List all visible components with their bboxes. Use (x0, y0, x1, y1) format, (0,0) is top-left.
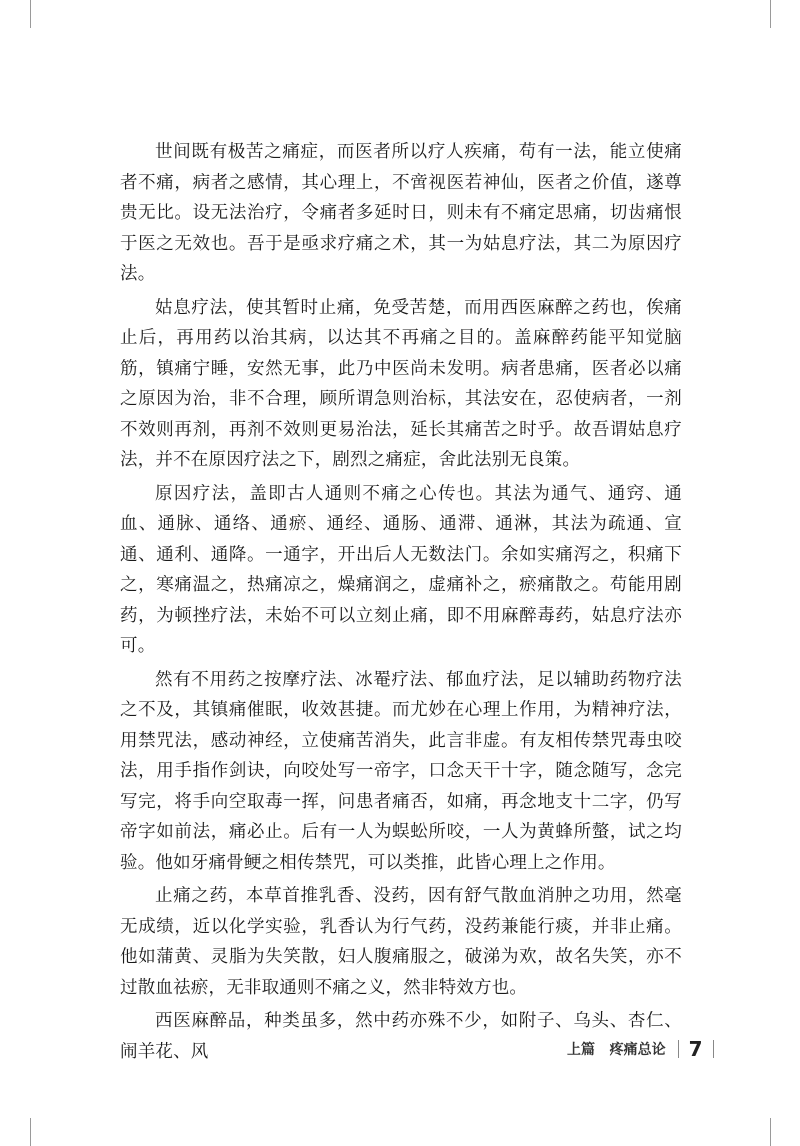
paragraph-1: 世间既有极苦之痛症，而医者所以疗人疾痛，苟有一法，能立使痛者不痛，病者之感情，其心理上，不啻视医若神仙，医者之价值，遂尊贵无比。设无法治疗，令痛者多延时日，则未有不痛定思痛，切齿痛恨于医之无效也。吾于是亟求疗痛之术，其一为姑息疗法，其二为原因疗法。 (120, 142, 682, 284)
paragraph-2: 姑息疗法，使其暂时止痛，免受苦楚，而用西医麻醉之药也，俟痛止后，再用药以治其病，以达其不再痛之目的。盖麻醉药能平知觉脑筋，镇痛宁睡，安然无事，此乃中医尚未发明。病者患痛，医者必以痛之原因为治，非不合理，顾所谓急则治标，其法安在，忍使病者，一剂不效则再剂，再剂不效则更易治法，延长其痛苦之时乎。故吾谓姑息疗法，并不在原因疗法之下，剧烈之痛症，舍此法别无良策。 (120, 297, 682, 470)
paragraph-5: 止痛之药，本草首推乳香、没药，因有舒气散血消肿之功用，然毫无成绩，近以化学实验，乳香认为行气药，没药兼能行痰，并非止痛。他如蒲黄、灵脂为失笑散，妇人腹痛服之，破涕为欢，故名失笑，亦不过散血祛瘀，无非取通则不痛之义，然非特效方也。 (120, 886, 682, 998)
crop-mark-bottom-left (30, 1118, 31, 1146)
running-head: 上篇 疼痛总论 (567, 1042, 666, 1058)
paragraph-3: 原因疗法，盖即古人通则不痛之心传也。其法为通气、通窍、通血、通脉、通络、通瘀、通经、通肠、通滞、通淋，其法为疏通、宣通、通利、通降。一通字，开出后人无数法门。余如实痛泻之，积痛下之，寒痛温之，热痛凉之，燥痛润之，虚痛补之，瘀痛散之。苟能用剧药，为顿挫疗法，未始不可以立刻止痛，即不用麻醉毒药，姑息疗法亦可。 (120, 483, 682, 656)
paragraph-6: 西医麻醉品，种类虽多，然中药亦殊不少，如附子、乌头、杏仁、闹羊花、风 (120, 1011, 682, 1062)
crop-mark-top-left (30, 0, 31, 28)
paragraph-4: 然有不用药之按摩疗法、冰罨疗法、郁血疗法，足以辅助药物疗法之不及，其镇痛催眠，收效甚捷。而尤妙在心理上作用，为精神疗法，用禁咒法，感动神经，立使痛苦消失，此言非虚。有友相传禁咒毒虫咬法，用手指作剑诀，向咬处写一帝字，口念天干十字，随念随写，念完写完，将手向空取毒一挥，问患者痛否，如痛，再念地支十二字，仍写帝字如前法，痛必止。后有一人为蜈蚣所咬，一人为黄蜂所螫，试之均验。他如牙痛骨鲠之相传禁咒，可以类推，此皆心理上之作用。 (120, 669, 682, 873)
footer-separator-end (713, 1040, 714, 1058)
page-number: 7 (688, 1037, 703, 1061)
footer-separator (678, 1040, 679, 1058)
crop-mark-top-right (770, 0, 771, 28)
page-body (120, 137, 682, 1070)
crop-mark-bottom-right (770, 1118, 771, 1146)
page-footer (520, 1034, 740, 1064)
